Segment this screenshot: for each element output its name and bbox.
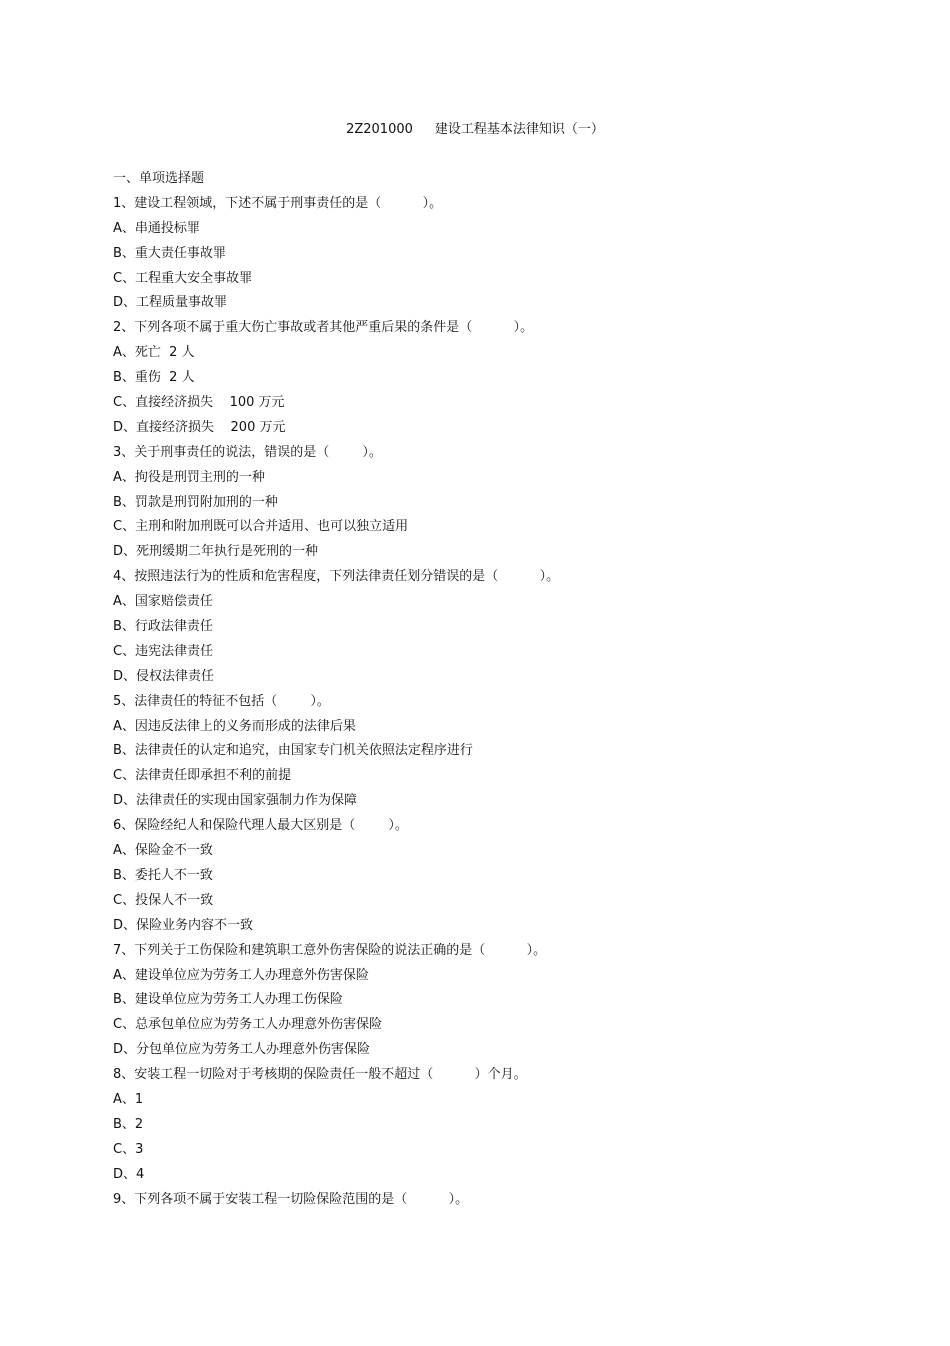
question-3: 3、关于刑事责任的说法，错误的是（ ）。 (113, 444, 382, 460)
option-3a: A、拘役是刑罚主刑的一种 (113, 469, 265, 485)
option-3d: D、死刑缓期二年执行是死刑的一种 (113, 544, 319, 560)
title-text: 建设工程基本法律知识（一） (434, 122, 604, 137)
option-5c: C、法律责任即承担不利的前提 (113, 768, 292, 784)
option-4c: C、违宪法律责任 (113, 643, 214, 659)
question-5: 5、法律责任的特征不包括（ ）。 (113, 693, 330, 709)
option-6b: B、委托人不一致 (113, 867, 213, 883)
option-4d: D、侵权法律责任 (113, 668, 215, 684)
question-1: 1、建设工程领域，下述不属于刑事责任的是（ ）。 (113, 195, 443, 211)
option-2c: C、直接经济损失 100 万元 (113, 395, 285, 411)
page-title (0, 121, 950, 139)
option-1a: A、串通投标罪 (113, 220, 200, 236)
option-7d: D、分包单位应为劳务工人办理意外伤害保险 (113, 1042, 371, 1058)
question-list (113, 170, 833, 1215)
option-5d: D、法律责任的实现由国家强制力作为保障 (113, 793, 358, 809)
option-7a: A、建设单位应为劳务工人办理意外伤害保险 (113, 967, 369, 983)
question-9: 9、下列各项不属于安装工程一切险保险范围的是（ ）。 (113, 1191, 469, 1207)
option-1d: D、工程质量事故罪 (113, 295, 228, 311)
option-1c: C、工程重大安全事故罪 (113, 270, 253, 286)
option-6c: C、投保人不一致 (113, 892, 214, 908)
option-8d: D、4 (113, 1166, 145, 1182)
option-6d: D、保险业务内容不一致 (113, 917, 254, 933)
option-2a: A、死亡 2 人 (113, 345, 195, 361)
option-5b: B、法律责任的认定和追究，由国家专门机关依照法定程序进行 (113, 743, 473, 759)
question-2: 2、下列各项不属于重大伤亡事故或者其他严重后果的条件是（ ）。 (113, 320, 534, 336)
option-8b: B、2 (113, 1116, 144, 1132)
option-1b: B、重大责任事故罪 (113, 245, 226, 261)
option-2b: B、重伤 2 人 (113, 370, 195, 386)
option-4b: B、行政法律责任 (113, 619, 213, 635)
section-heading: 一、单项选择题 (113, 171, 205, 186)
question-6: 6、保险经纪人和保险代理人最大区别是（ ）。 (113, 818, 408, 834)
option-3c: C、主刑和附加刑既可以合并适用、也可以独立适用 (113, 519, 409, 535)
question-8: 8、安装工程一切险对于考核期的保险责任一般不超过（ ）个月。 (113, 1067, 527, 1083)
option-7c: C、总承包单位应为劳务工人办理意外伤害保险 (113, 1017, 383, 1033)
question-7: 7、下列关于工伤保险和建筑职工意外伤害保险的说法正确的是（ ）。 (113, 942, 547, 958)
option-8c: C、3 (113, 1141, 144, 1157)
question-4: 4、按照违法行为的性质和危害程度，下列法律责任划分错误的是（ ）。 (113, 569, 560, 585)
option-6a: A、保险金不一致 (113, 843, 213, 859)
option-5a: A、因违反法律上的义务而形成的法律后果 (113, 718, 356, 734)
option-2d: D、直接经济损失 200 万元 (113, 419, 286, 435)
option-3b: B、罚款是刑罚附加刑的一种 (113, 494, 278, 510)
option-7b: B、建设单位应为劳务工人办理工伤保险 (113, 992, 343, 1008)
title-code: 2Z201000 (346, 122, 413, 137)
option-4a: A、国家赔偿责任 (113, 594, 213, 610)
option-8a: A、1 (113, 1091, 144, 1107)
